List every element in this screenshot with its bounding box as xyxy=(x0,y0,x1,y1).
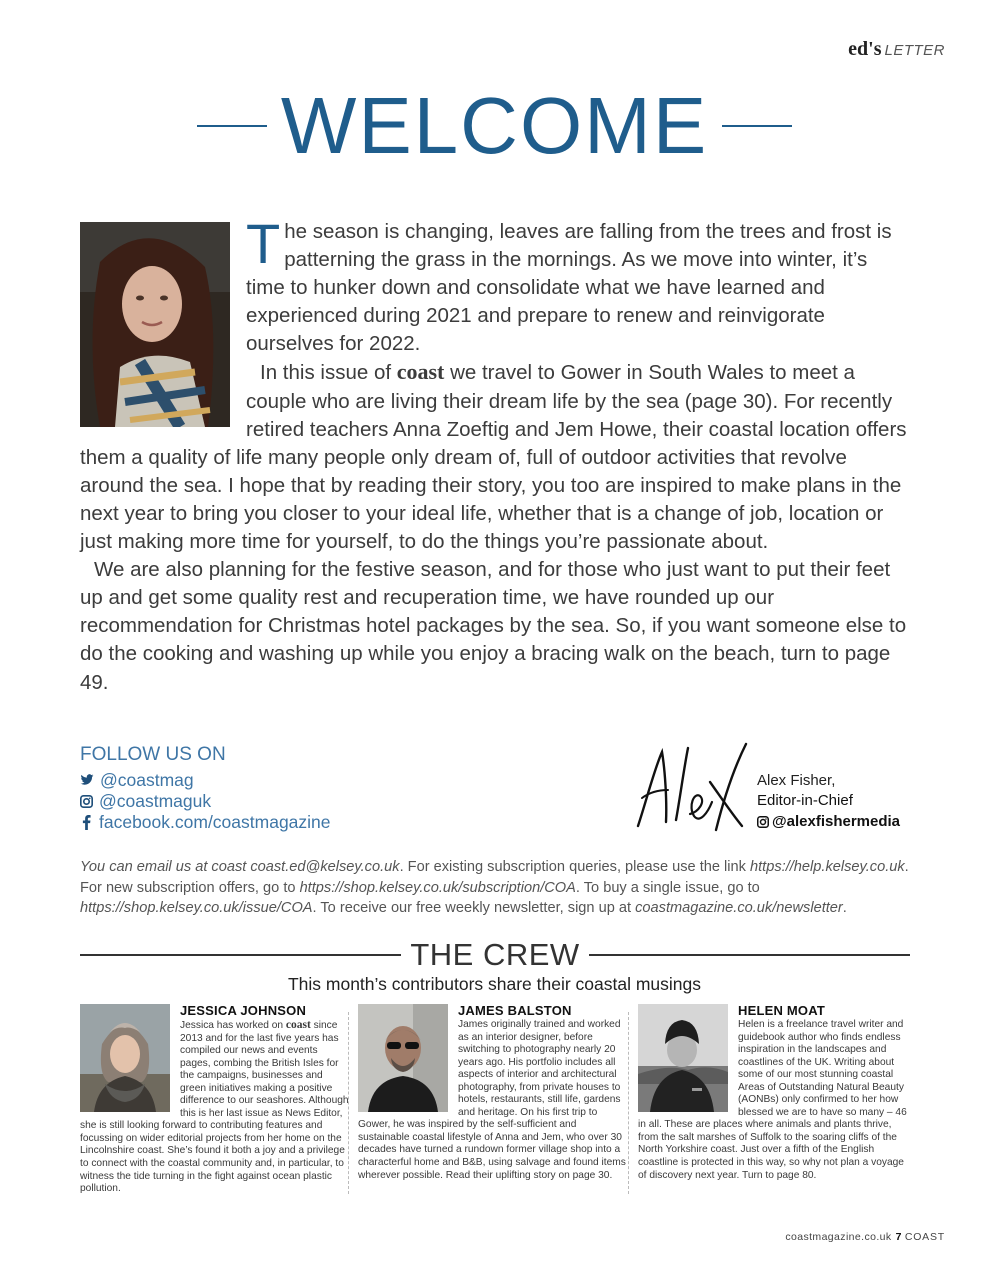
contributor-photo xyxy=(358,1004,448,1112)
section-label-prefix: ed's xyxy=(848,38,882,60)
newsletter-link[interactable]: coastmagazine.co.uk/newsletter xyxy=(635,900,843,916)
editor-instagram-link[interactable]: @alexfishermedia xyxy=(757,813,900,830)
instagram-icon xyxy=(80,795,93,808)
contributor-james-balston xyxy=(358,1004,628,1182)
contributor-helen-moat xyxy=(638,1004,908,1182)
magazine-name: coast xyxy=(285,1019,311,1031)
page-title: WELCOME xyxy=(280,81,709,170)
magazine-name: coast xyxy=(396,359,445,385)
title-dash-left xyxy=(197,125,267,127)
single-issue-link[interactable]: https://shop.kelsey.co.uk/issue/COA xyxy=(80,900,313,916)
crew-rule-left xyxy=(80,954,401,956)
facebook-link[interactable]: facebook.com/coastmagazine xyxy=(80,812,331,833)
editor-signature xyxy=(628,740,753,832)
crew-heading-row xyxy=(80,938,910,972)
footer-site[interactable]: coastmagazine.co.uk xyxy=(785,1231,892,1243)
contributor-bio: Jessica has worked on coast since 2013 and for the last five years has compiled our news and events pages, combing the British Isles for the campaigns, businesses and green initiatives making a positive difference to our seashores. Although this is her last issue as News Editor, she is still looking forward to contributing features and focussing on wider editorial projects from her home on the Lincolnshire coast. She’s found it both a joy and a privilege to connect with the coastal community and, in particular, to witness the tide turning in the fight against ocean plastic pollution. xyxy=(80,1019,349,1195)
editor-name: Alex Fisher, xyxy=(757,772,836,789)
twitter-icon xyxy=(80,774,94,787)
page-title-row xyxy=(0,76,989,176)
contributor-name: JESSICA JOHNSON xyxy=(180,1003,307,1018)
title-dash-right xyxy=(722,125,792,127)
contributor-jessica-johnson xyxy=(80,1004,350,1196)
letter-paragraph-3: We are also planning for the festive season, and for those who just want to put their feet up and get some quality rest and recuperation time, we have rounded up our recommendation for Christmas hotel packages by the sea. So, if you want someone else to do the cooking and washing up while you enjoy a bracing walk on the beach, turn to page 49. xyxy=(80,558,907,694)
page-number: 7 xyxy=(895,1231,902,1243)
drop-cap: T xyxy=(246,212,281,275)
letter-paragraph-1-text: he season is changing, leaves are falling from the trees and frost is patterning the grass in the mornings. As we move into winter, it’s time to hunker down and consolidate what we have learned and experienced during 2021 and prepare to renew and reinvigorate ourselves for 2022. xyxy=(246,220,892,356)
subscription-link[interactable]: https://shop.kelsey.co.uk/subscription/COA xyxy=(299,879,576,896)
page-footer xyxy=(785,1231,945,1243)
twitter-link[interactable]: @coastmag xyxy=(80,770,194,791)
contributor-name: JAMES BALSTON xyxy=(458,1003,572,1018)
instagram-icon xyxy=(757,816,769,828)
contributor-bio: James originally trained and worked as an interior designer, before switching to photography nearly 20 years ago. His portfolio includes all aspects of interior and architectural photography, from private houses to hotels, restaurants, still life, gardens and heritage. On his first trip to Gower, he was inspired by the self-sufficient and sustainable coastal lifestyle of Anna and Jem, who over 30 decades have turned a rundown former village shop into a characterful home and B&B, using salvage and found items wherever possible. Read their uplifting story on page 30. xyxy=(358,1019,626,1181)
letter-paragraph-2: In this issue of coast we travel to Gower in South Wales to meet a couple who are living their dream life by the sea (page 30). For recently retired teachers Anna Zoeftig and Jem Howe, their coastal location offers them a quality of life many people only dream of, full of outdoor activities that revolve around the sea. I hope that by reading their story, you too are inspired to make plans in the next year to bring you closer to your ideal life, whether that is a change of job, location or just making more time for yourself, to do the things you’re passionate about. xyxy=(80,359,907,554)
crew-rule-right xyxy=(589,954,910,956)
contact-email[interactable]: You can email us at coast coast.ed@kelsey.co.uk xyxy=(80,859,400,875)
contributor-name: HELEN MOAT xyxy=(738,1003,825,1018)
section-label xyxy=(848,38,945,61)
crew-subtitle: This month’s contributors share their coastal musings xyxy=(287,974,702,994)
contact-info: You can email us at coast coast.ed@kelsey.co.uk. For existing subscription queries, please use the link https://help.kelsey.co.uk. For new subscription offers, go to https://shop.kelsey.co.uk/subscription/COA. To buy a single issue, go to https://shop.kelsey.co.uk/issue/COA. To receive our free weekly newsletter, sign up at coastmagazine.co.uk/newsletter. xyxy=(80,859,909,916)
instagram-link[interactable]: @coastmaguk xyxy=(80,791,211,812)
crew-title: THE CREW xyxy=(410,937,580,972)
column-divider xyxy=(628,1012,629,1194)
facebook-icon xyxy=(80,815,93,830)
footer-magazine: COAST xyxy=(904,1231,945,1243)
help-link[interactable]: https://help.kelsey.co.uk xyxy=(750,859,905,875)
contributor-photo xyxy=(80,1004,170,1112)
follow-heading: FOLLOW US ON xyxy=(80,744,226,765)
contributor-photo xyxy=(638,1004,728,1112)
column-divider xyxy=(348,1012,349,1194)
contributor-bio: Helen is a freelance travel writer and guidebook author who finds endless inspiration in the landscapes and coastlines of the UK. Writing about some of our most stunning coastal Areas of Outstanding Natural Beauty (AONBs) only confirmed to her how blessed we are to have so many – 46 in all. These are places where animals and plants thrive, from the salt marshes of Suffolk to the soaring cliffs of the North Yorkshire coast. Just over a fifth of the English coastline is protected in this way, so why not plan a voyage of discovery next year. Turn to page 80. xyxy=(638,1019,907,1181)
editor-letter xyxy=(80,212,910,697)
editor-role: Editor-in-Chief xyxy=(757,792,853,809)
section-label-suffix: LETTER xyxy=(884,42,945,59)
